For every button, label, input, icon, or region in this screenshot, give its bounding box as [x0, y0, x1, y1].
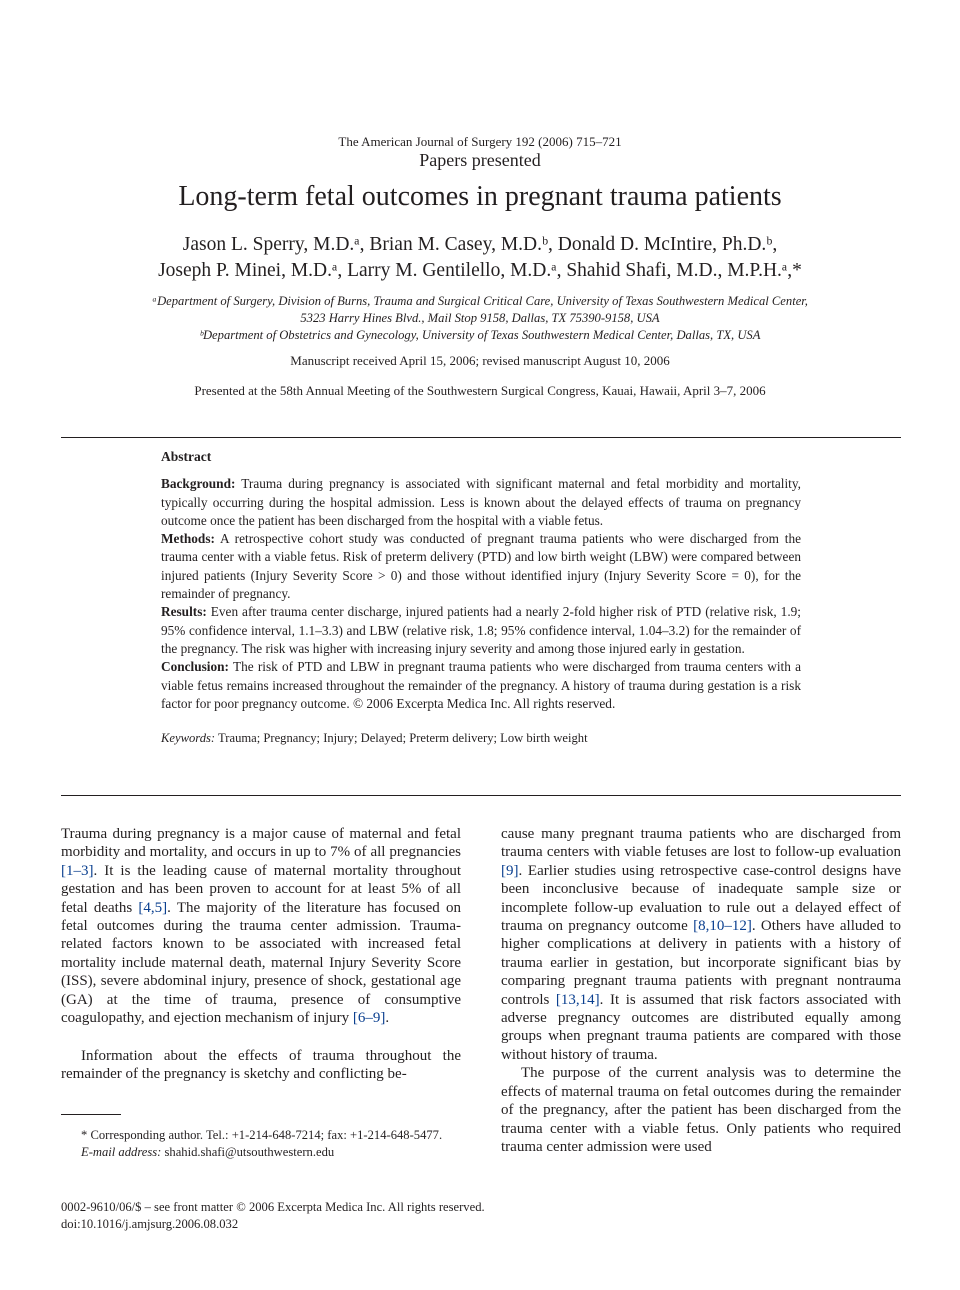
- results-label: Results:: [161, 604, 207, 620]
- p1-text-a: Trauma during pregnancy is a major cause of maternal and fetal morbidity and mortality, and occurs in up to 7% of all pregnancies: [61, 826, 461, 861]
- conclusion-label: Conclusion:: [161, 659, 229, 675]
- methods-text: A retrospective cohort study was conducted of pregnant trauma patients who were discharged from the trauma center with a viable fetus. Risk of preterm delivery (PTD) and low birth weight (LBW) were compared between injured patients (Injury Severity Score > 0) and those without identified injury (Injury Severity Score = 0), for the remainder of pregnancy.: [161, 531, 801, 602]
- manuscript-dates: Manuscript received April 15, 2006; revised manuscript August 10, 2006: [290, 353, 670, 368]
- body-column-right: [501, 825, 901, 1156]
- paragraph-1: [61, 825, 461, 1027]
- email-label: E-mail address:: [81, 1145, 162, 1159]
- background-label: Background:: [161, 476, 236, 492]
- conclusion-text: The risk of PTD and LBW in pregnant trauma patients who were discharged from trauma centers with a viable fetus remains increased throughout the remainder of the pregnancy. A history of trauma during gestation is a risk factor for poor pregnancy outcome. © 2006 Excerpta Medica Inc. All rights reserved.: [161, 659, 801, 711]
- ref-link-1-3[interactable]: [1–3]: [61, 862, 94, 879]
- abstract-heading: Abstract: [161, 449, 212, 464]
- ref-link-8-12[interactable]: [8,10–12]: [693, 918, 752, 935]
- top-divider: [61, 437, 901, 438]
- article-title: Long-term fetal outcomes in pregnant trauma patients: [178, 181, 782, 212]
- footnote: [61, 1127, 461, 1161]
- keywords: [161, 729, 801, 747]
- p1-text-d: .: [385, 1010, 390, 1027]
- presented-note: Presented at the 58th Annual Meeting of the Southwestern Surgical Congress, Kauai, Hawaii, April 3–7, 2006: [194, 383, 766, 398]
- p2-text-cont: cause many pregnant trauma patients who are discharged from trauma centers with viable fetuses are lost to follow-up evaluation: [501, 826, 901, 861]
- affiliation-b: ᵇDepartment of Obstetrics and Gynecology, University of Texas Southwestern Medical Center, Dallas, TX, USA: [199, 328, 761, 342]
- abstract-results: [161, 603, 801, 658]
- ref-link-4-5[interactable]: [4,5]: [138, 899, 168, 916]
- p1-text-c: . The majority of the literature has focused on fetal outcomes during the trauma center admission. Trauma-related factors known to be associated with increased fetal mortality include maternal death, maternal Injury Severity Score (ISS), severe abdominal injury, presence of shock, gestational age (GA) at the time of trauma, presence of consumptive coagulopathy, and ejection mechanism of injury: [61, 899, 462, 1027]
- methods-label: Methods:: [161, 531, 215, 547]
- affiliation-a-line-1: ᵃDepartment of Surgery, Division of Burns, Trauma and Surgical Critical Care, University of Texas Southwestern Medical Center,: [152, 294, 808, 308]
- abstract-bottom-divider: [61, 795, 901, 796]
- p2-text-b: . Earlier studies using retrospective case-control designs have been inconclusive because of inadequate sample size or incomplete follow-up evaluation to rule out a delayed effect of trauma on pregnancy outcome: [501, 862, 901, 935]
- section-label: Papers presented: [419, 150, 541, 170]
- ref-link-6-9[interactable]: [6–9]: [352, 1010, 386, 1027]
- p2-text-d: . It is assumed that risk factors associated with adverse pregnancy outcomes are distributed equally among groups when pregnant trauma patients are compared with those without history of trauma.: [501, 991, 902, 1063]
- authors-line-1: Jason L. Sperry, M.D.ᵃ, Brian M. Casey, M.D.ᵇ, Donald D. McIntire, Ph.D.ᵇ,: [182, 234, 778, 255]
- keywords-text: Trauma; Pregnancy; Injury; Delayed; Preterm delivery; Low birth weight: [215, 731, 588, 746]
- page-footer: [61, 1199, 485, 1233]
- paragraph-2-cont: [501, 825, 901, 1064]
- body-column-left: [61, 825, 461, 1027]
- abstract-conclusion: [161, 658, 801, 713]
- ref-link-9[interactable]: [9]: [501, 862, 519, 879]
- authors-line-2: Joseph P. Minei, M.D.ᵃ, Larry M. Gentilello, M.D.ᵃ, Shahid Shafi, M.D., M.P.H.ᵃ,*: [158, 260, 802, 281]
- ref-link-13-14[interactable]: [13,14]: [555, 991, 600, 1008]
- background-text: Trauma during pregnancy is associated with significant maternal and fetal morbidity and mortality, typically occurring during the hospital admission. Less is known about the delayed effects of trauma on pregnancy outcome once the patient has been discharged from the hospital with a viable fetus.: [161, 476, 801, 528]
- email-line: [61, 1144, 461, 1161]
- front-matter-line: 0002-9610/06/$ – see front matter © 2006 Excerpta Medica Inc. All rights reserved.: [61, 1200, 485, 1214]
- email-address: shahid.shafi@utsouthwestern.edu: [161, 1145, 335, 1159]
- p1-text-b: . It is the leading cause of maternal mortality throughout gestation and has been proven to account for at least 5% of all fetal deaths: [61, 862, 461, 916]
- paragraph-3: The purpose of the current analysis was to determine the effects of maternal trauma on fetal outcomes during the remainder of the pregnancy, after the patient has been discharged from the trauma center with a viable fetus. Only patients who required trauma center admission were used: [501, 1065, 901, 1155]
- abstract-background: [161, 475, 801, 530]
- corresponding-author: * Corresponding author. Tel.: +1-214-648-7214; fax: +1-214-648-5477.: [81, 1128, 443, 1142]
- paragraph-2-start: Information about the effects of trauma throughout the remainder of the pregnancy is sketchy and conflicting be-: [61, 1048, 461, 1083]
- doi-line: doi:10.1016/j.amjsurg.2006.08.032: [61, 1217, 239, 1231]
- affiliation-a-line-2: 5323 Harry Hines Blvd., Mail Stop 9158, Dallas, TX 75390-9158, USA: [300, 311, 660, 325]
- keywords-label: Keywords:: [161, 731, 216, 746]
- footnote-divider: [61, 1114, 121, 1115]
- results-text: Even after trauma center discharge, injured patients had a nearly 2-fold higher risk of PTD (relative risk, 1.9; 95% confidence interval, 1.1–3.3) and LBW (relative risk, 1.8; 95% confidence interval, 1.04–3.2) for the remainder of the pregnancy. The risk was higher with increasing injury severity and among those injured early in gestation.: [161, 604, 801, 656]
- journal-citation: The American Journal of Surgery 192 (2006) 715–721: [338, 134, 622, 149]
- body-column-left-p2: [61, 1047, 461, 1084]
- author-list: [0, 232, 960, 284]
- p2-text-c: . Others have alluded to higher complications at delivery in patients with a history of trauma earlier in gestation, but incorporate significant bias by comparing pregnant trauma patients with pregnant nontrauma controls: [501, 918, 902, 1008]
- abstract: [161, 448, 801, 747]
- abstract-methods: [161, 530, 801, 603]
- affiliations: [0, 293, 960, 344]
